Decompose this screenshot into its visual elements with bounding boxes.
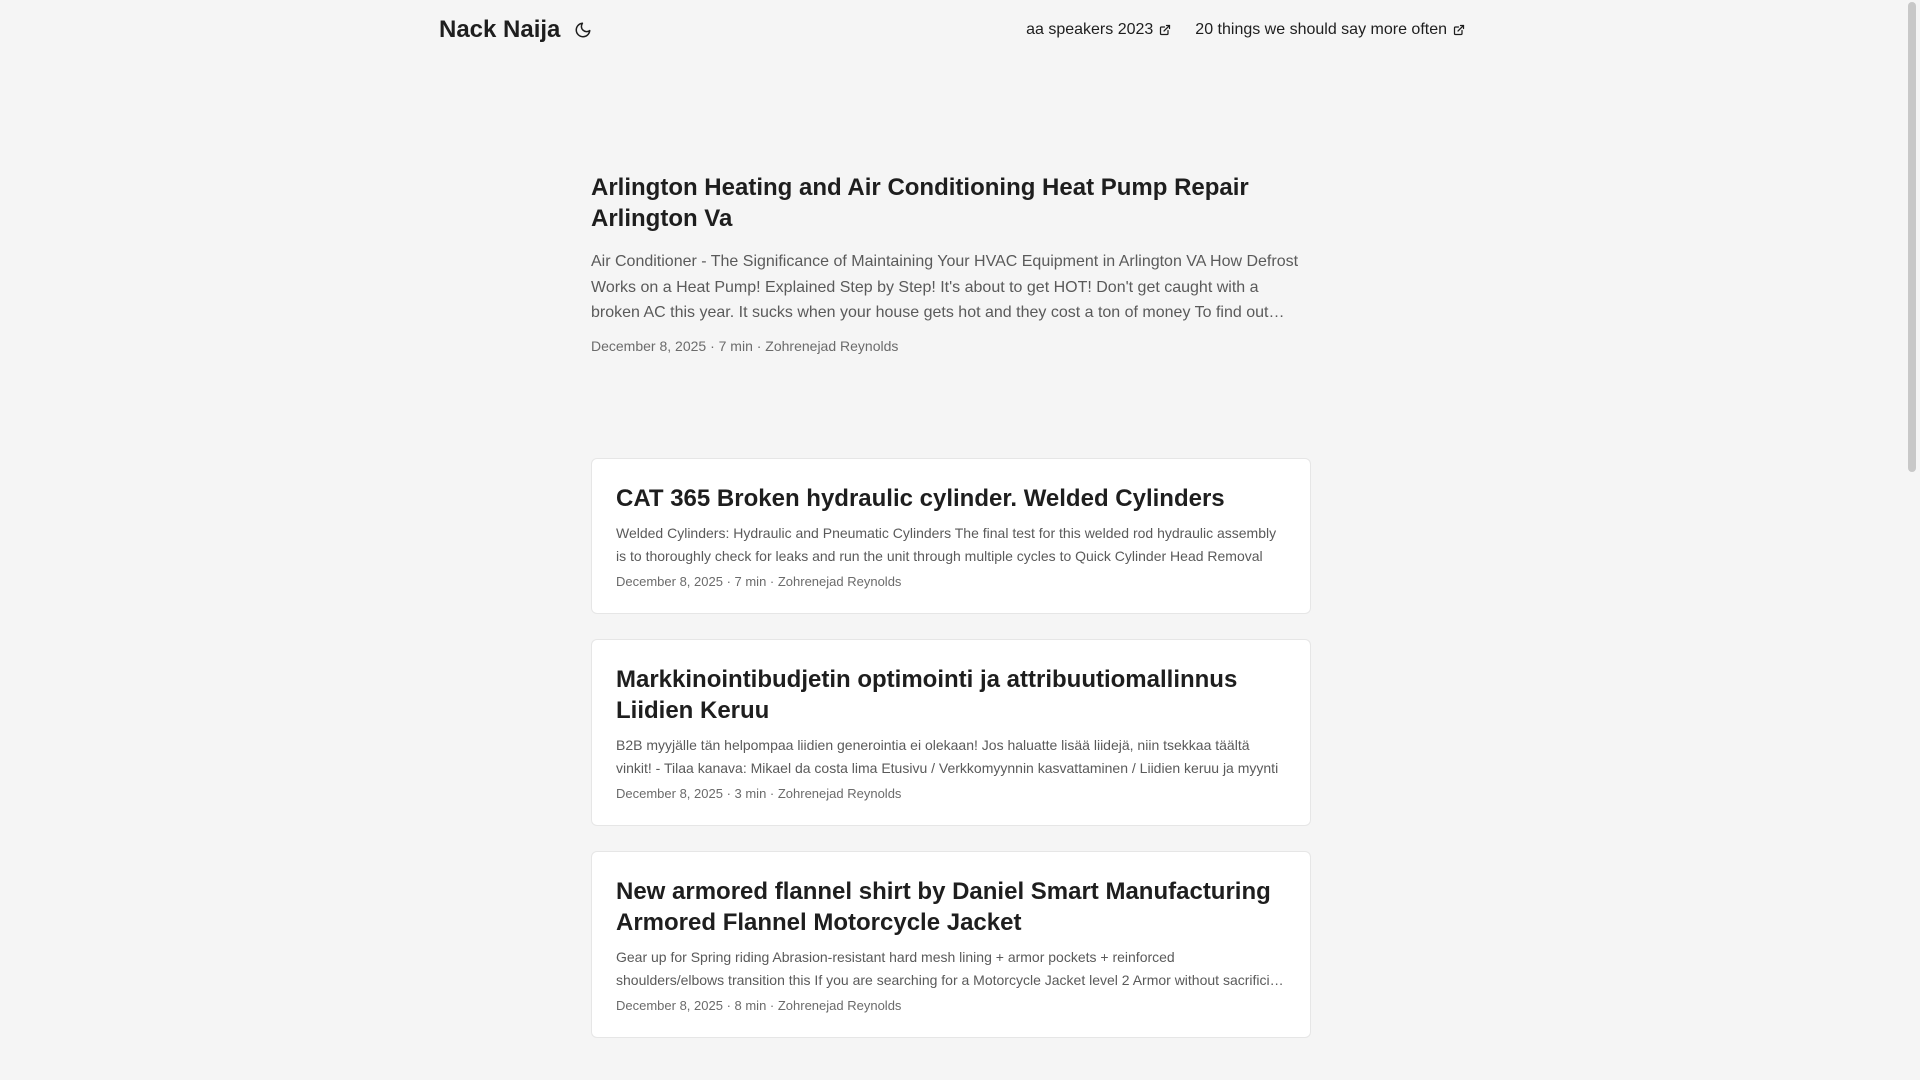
post-card[interactable]	[591, 639, 1311, 826]
top-nav	[1026, 21, 1465, 39]
featured-post-title[interactable]: Arlington Heating and Air Conditioning Heat Pump Repair Arlington Va	[591, 174, 1249, 232]
brand	[439, 16, 594, 44]
post-card[interactable]	[591, 458, 1311, 614]
scrollbar-thumb[interactable]	[1908, 2, 1916, 472]
nav-link-label: aa speakers 2023	[1026, 21, 1154, 38]
post-title[interactable]: New armored flannel shirt by Daniel Smart Manufacturing Armored Flannel Motorcycle Jacket	[616, 877, 1271, 936]
post-title[interactable]: Markkinointibudjetin optimointi ja attribuutiomallinnus Liidien Keruu	[616, 665, 1238, 724]
post-summary: B2B myyjälle tän helpompaa liidien generointia ei olekaan! Jos haluatte lisää liidejä, niin tsekkaa täältä vinkit! - Tilaa kanava: Mikael da costa lima Etusivu / Verkkomyynnin kasvattaminen / Liidien keruu ja myynti	[616, 736, 1279, 776]
post-list	[591, 458, 1311, 1038]
post-meta: December 8, 2025 · 3 min · Zohrenejad Reynolds	[616, 785, 902, 801]
post-summary: Welded Cylinders: Hydraulic and Pneumatic Cylinders The final test for this welded rod hydraulic assembly is to thoroughly check for leaks and run the unit through multiple cycles to Quick Cylinder Head Removal	[616, 524, 1277, 564]
external-link-icon	[1453, 24, 1465, 36]
post-title[interactable]: CAT 365 Broken hydraulic cylinder. Welded Cylinders	[616, 484, 1225, 512]
nav-link-20-things[interactable]	[1195, 21, 1465, 39]
post-card[interactable]	[591, 851, 1311, 1038]
featured-post-meta: December 8, 2025 · 7 min · Zohrenejad Reynolds	[591, 337, 899, 354]
site-logo-link[interactable]: Nack Naija	[439, 16, 561, 43]
post-meta: December 8, 2025 · 8 min · Zohrenejad Reynolds	[616, 997, 902, 1013]
featured-post-summary: Air Conditioner - The Significance of Maintaining Your HVAC Equipment in Arlington VA How Defrost Works on a Heat Pump! Explained Step by Step! It's about to get HOT! Don't get caught with a broken AC this year. It sucks when your house gets hot and they cost a ton of money To find out	[591, 253, 1299, 321]
nav-link-aa-speakers[interactable]	[1026, 21, 1171, 39]
featured-post[interactable]	[591, 172, 1311, 354]
site-header	[439, 0, 1465, 60]
page-scrollbar[interactable]	[1904, 0, 1920, 1080]
external-link-icon	[1159, 24, 1171, 36]
post-meta: December 8, 2025 · 7 min · Zohrenejad Reynolds	[616, 573, 902, 589]
moon-icon[interactable]	[572, 19, 594, 41]
nav-link-label: 20 things we should say more often	[1195, 21, 1447, 38]
main-content	[591, 172, 1311, 1038]
post-summary: Gear up for Spring riding Abrasion-resistant hard mesh lining + armor pockets + reinforced shoulders/elbows transition this If you are searching for a Motorcycle Jacket level 2 Armor without sacrificing	[616, 948, 1286, 988]
